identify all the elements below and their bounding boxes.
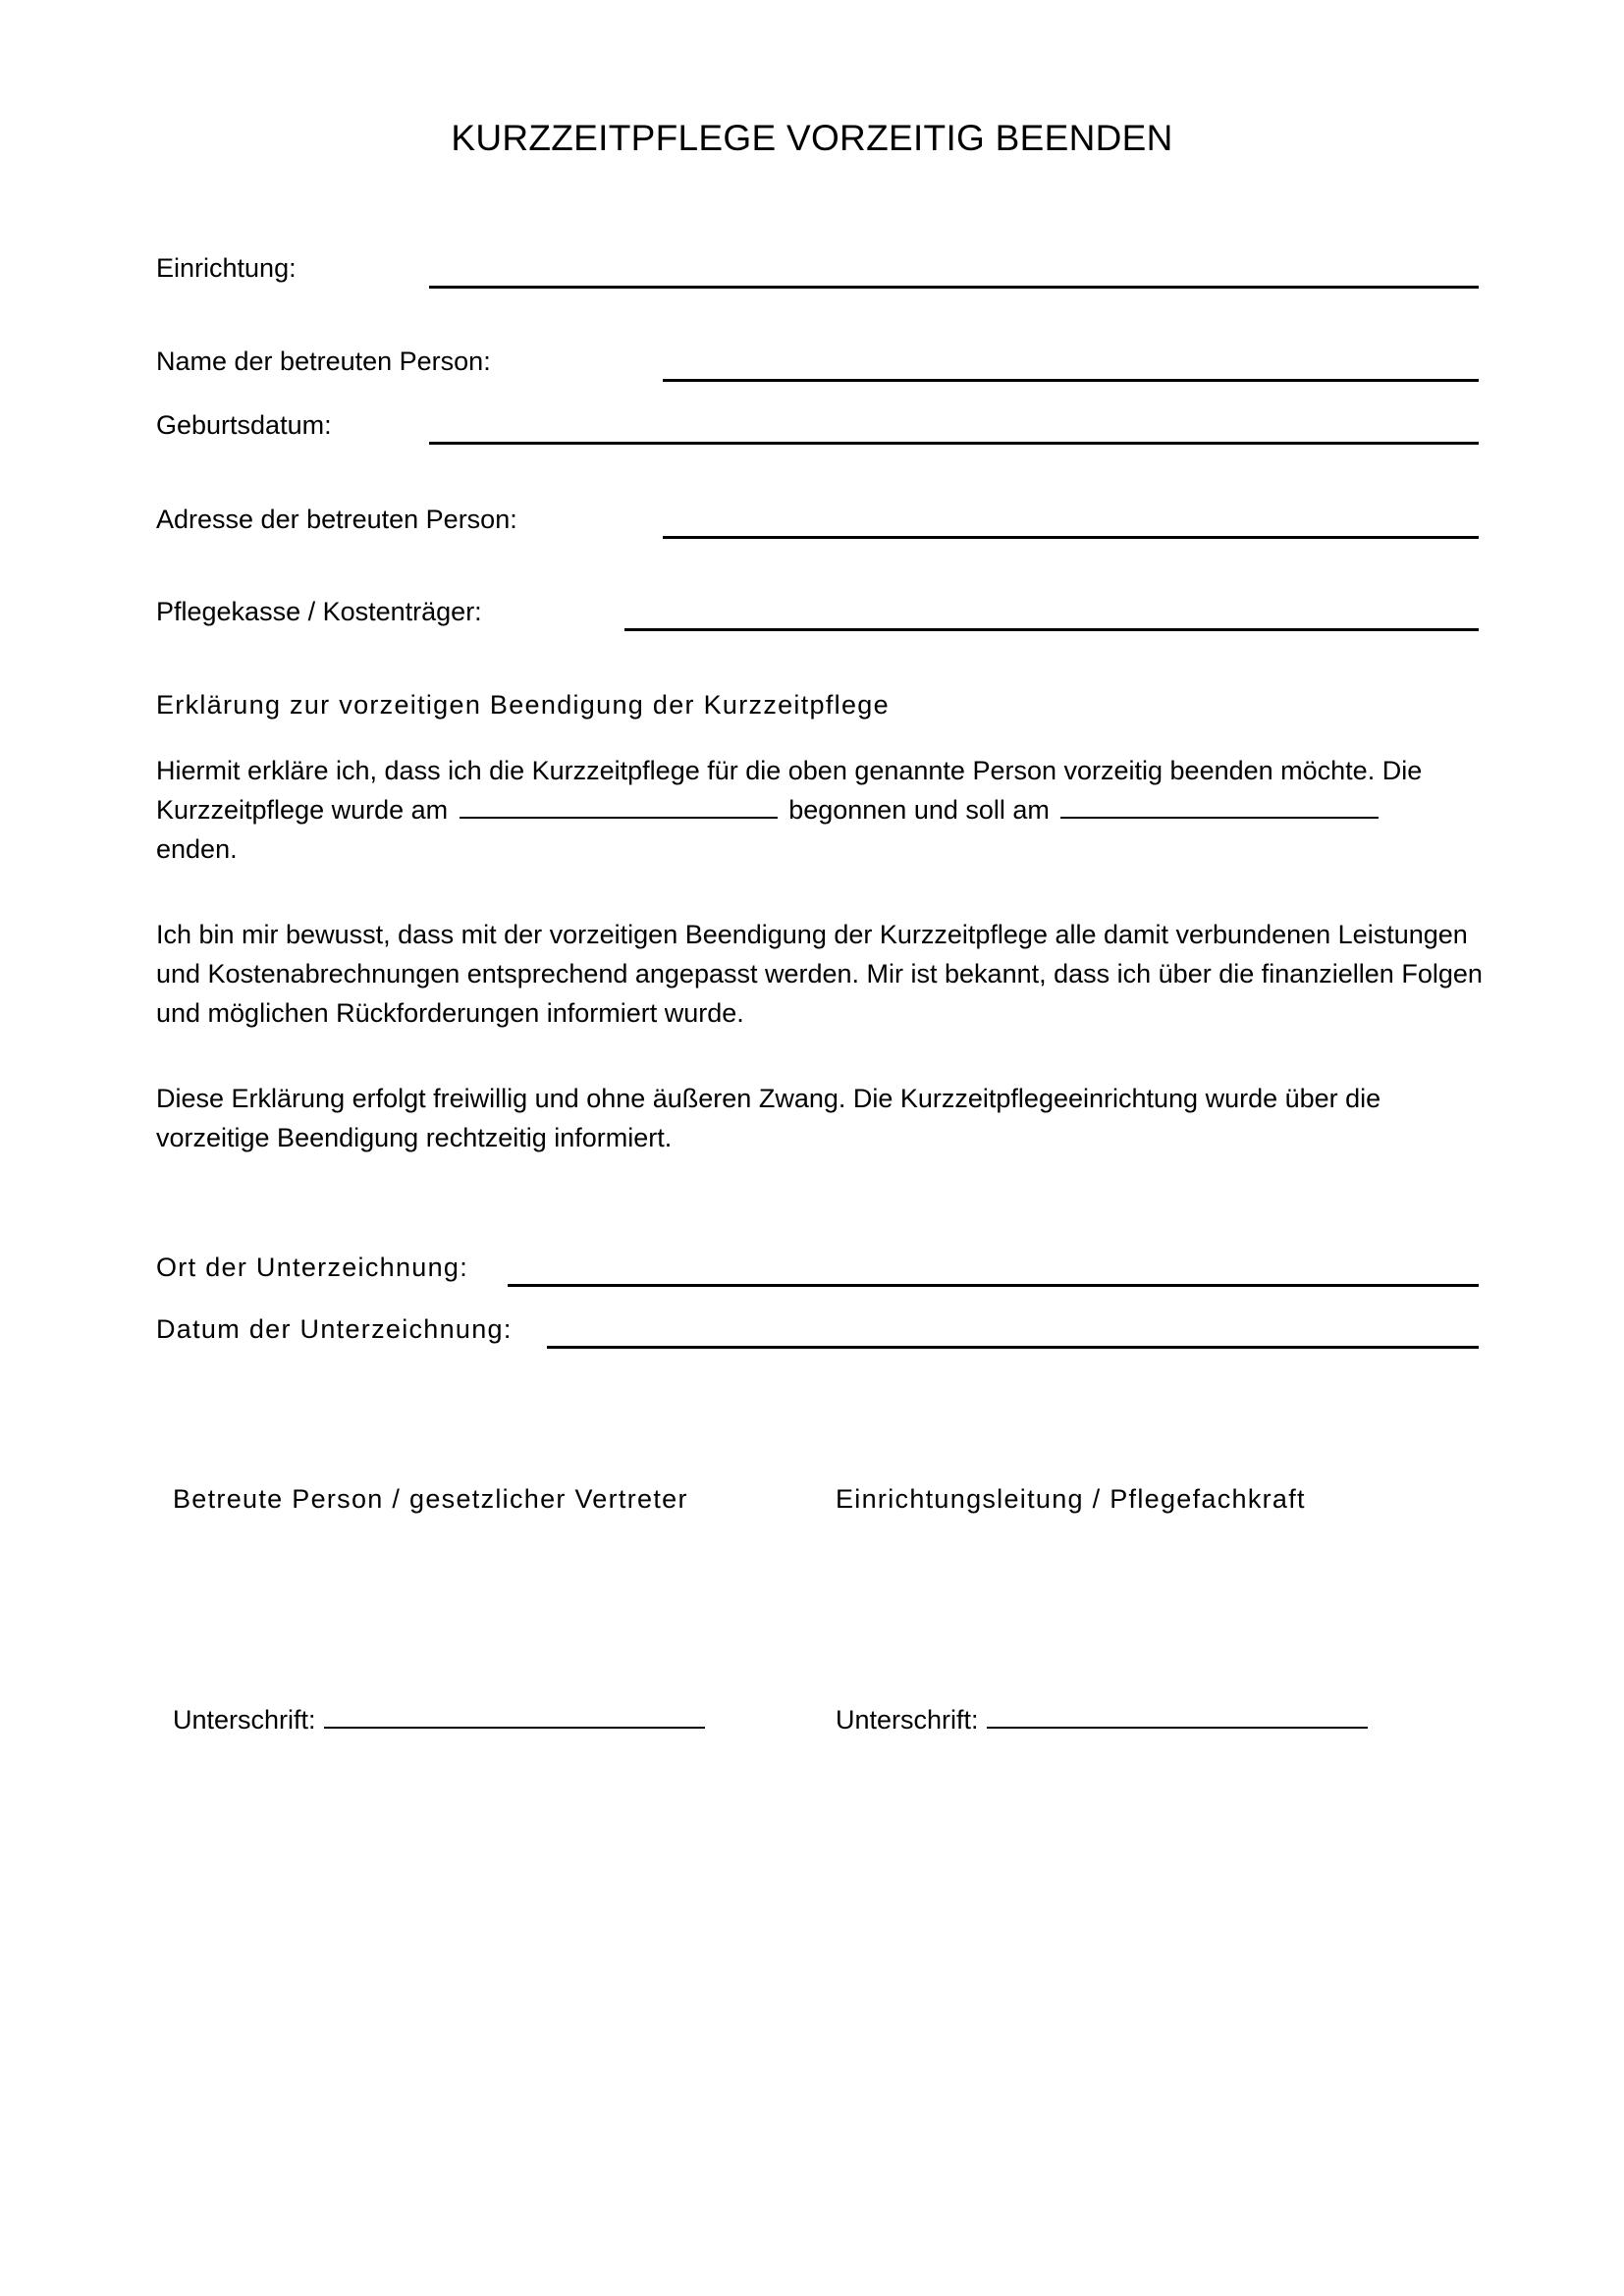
name-field[interactable] (663, 379, 1479, 382)
paragraph-1-text-c: enden. (156, 834, 238, 864)
page-title: KURZZEITPFLEGE VORZEITIG BEENDEN (451, 118, 1173, 158)
einrichtung-field[interactable] (429, 286, 1479, 289)
paragraph-1-text-b: begonnen und soll am (788, 795, 1050, 825)
name-label: Name der betreuten Person: (156, 347, 491, 376)
declaration-paragraph-1 (156, 751, 1491, 869)
paragraph-1-text-a: Hiermit erkläre ich, dass ich die Kurzzeitpflege für die oben genannte Person vorzeitig beenden möchte. Die Kurzzeitpflege wurde am (156, 756, 1423, 825)
role-betreute-person: Betreute Person / gesetzlicher Vertreter (173, 1484, 688, 1514)
signature-field-right[interactable] (987, 1705, 1368, 1729)
adresse-label: Adresse der betreuten Person: (156, 505, 517, 534)
ort-label: Ort der Unterzeichnung: (156, 1253, 469, 1282)
signature-field-left[interactable] (324, 1705, 705, 1729)
declaration-paragraph-2: Ich bin mir bewusst, dass mit der vorzeitigen Beendigung der Kurzzeitpflege alle damit verbundenen Leistungen und Kostenabrechnungen entsprechend angepasst werden. Mir ist bekannt, dass ich über die finanziellen Folgen und möglichen Rückforderungen informiert wurde. (156, 920, 1483, 1028)
geburtsdatum-label: Geburtsdatum: (156, 410, 332, 440)
einrichtung-label: Einrichtung: (156, 253, 297, 283)
start-date-field[interactable] (460, 795, 778, 819)
datum-field[interactable] (547, 1346, 1479, 1349)
geburtsdatum-field[interactable] (429, 442, 1479, 445)
adresse-field[interactable] (663, 536, 1479, 539)
signature-label-right: Unterschrift: (836, 1705, 979, 1735)
signature-right (836, 1705, 1368, 1735)
end-date-field[interactable] (1060, 795, 1379, 819)
datum-label: Datum der Unterzeichnung: (156, 1314, 513, 1344)
signature-label-left: Unterschrift: (173, 1705, 316, 1735)
section-heading: Erklärung zur vorzeitigen Beendigung der Kurzzeitpflege (156, 690, 890, 720)
pflegekasse-field[interactable] (624, 628, 1479, 631)
ort-field[interactable] (508, 1284, 1479, 1287)
pflegekasse-label: Pflegekasse / Kostenträger: (156, 597, 482, 626)
declaration-paragraph-3: Diese Erklärung erfolgt freiwillig und ohne äußeren Zwang. Die Kurzzeitpflegeeinrichtung wurde über die vorzeitige Beendigung rechtzeitig informiert. (156, 1084, 1381, 1152)
signature-left (173, 1705, 705, 1735)
role-einrichtungsleitung: Einrichtungsleitung / Pflegefachkraft (836, 1484, 1306, 1514)
